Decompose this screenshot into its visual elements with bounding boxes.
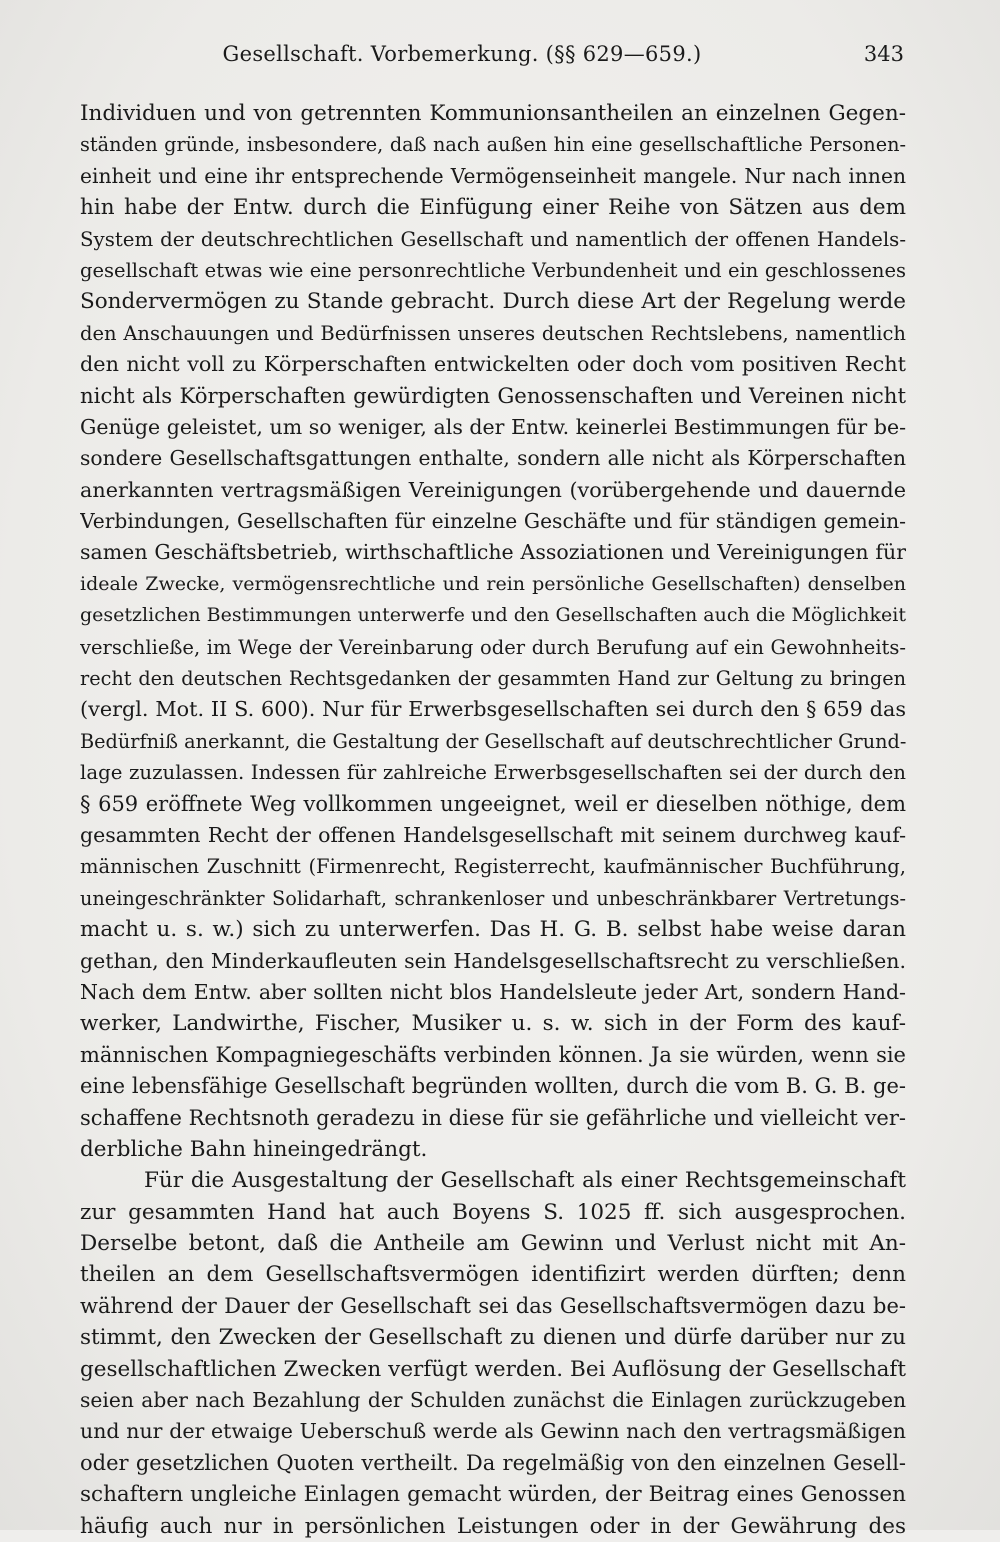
text-line: gesellschaft etwas wie eine personrechtliche Verbundenheit und ein geschlossenes — [80, 258, 906, 282]
text-line: eine lebensfähige Gesellschaft begründen wollten, durch die vom B. G. B. ge- — [80, 1074, 906, 1099]
text-line: (vergl. Mot. II S. 600). Nur für Erwerbsgesellschaften sei durch den § 659 das — [80, 697, 906, 722]
text-line: stimmt, den Zwecken der Gesellschaft zu dienen und dürfe darüber nur zu — [80, 1325, 906, 1351]
text-line: § 659 eröffnete Weg vollkommen ungeeignet, weil er dieselben nöthige, dem — [80, 791, 906, 816]
text-line: lage zuzulassen. Indessen für zahlreiche Erwerbsgesellschaften sei der durch den — [80, 761, 906, 785]
text-line: Genüge geleistet, um so weniger, als der Entw. keinerlei Bestimmungen für be- — [80, 414, 906, 439]
text-line: ständen gründe, insbesondere, daß nach außen hin eine gesellschaftliche Personen- — [80, 133, 906, 157]
text-line: häufig auch nur in persönlichen Leistungen oder in der Gewährung des — [80, 1513, 906, 1539]
text-line: Für die Ausgestaltung der Gesellschaft als einer Rechtsgemeinschaft — [144, 1168, 906, 1194]
text-line: ideale Zwecke, vermögensrechtliche und rein persönliche Gesellschaften) denselben — [80, 572, 906, 595]
text-line: derbliche Bahn hineingedrängt. — [80, 1136, 428, 1162]
text-line: gesellschaftlichen Zwecken verfügt werden. Bei Auflösung der Gesellschaft — [80, 1356, 906, 1382]
text-line: Bedürfniß anerkannt, die Gestaltung der Gesellschaft auf deutschrechtlicher Grund- — [80, 729, 906, 753]
text-line: Nach dem Entw. aber sollten nicht blos Handelsleute jeder Art, sondern Hand- — [80, 979, 906, 1004]
text-line: während der Dauer der Gesellschaft sei das Gesellschaftsvermögen dazu be- — [80, 1293, 906, 1318]
running-header — [80, 36, 904, 72]
text-line: samen Geschäftsbetrieb, wirthschaftliche Assoziationen und Vereinigungen für — [80, 540, 906, 565]
text-line: anerkannten vertragsmäßigen Vereinigungen (vorübergehende und dauernde — [80, 477, 906, 502]
text-line: Derselbe betont, daß die Antheile am Gewinn und Verlust nicht mit An- — [80, 1231, 906, 1257]
text-line: theilen an dem Gesellschaftsvermögen identifizirt werden dürften; denn — [80, 1262, 906, 1288]
text-line: recht den deutschen Rechtsgedanken der gesammten Hand zur Geltung zu bringen — [80, 667, 906, 691]
text-line: System der deutschrechtlichen Gesellschaft und namentlich der offenen Handels- — [80, 227, 906, 251]
text-line: uneingeschränkter Solidarhaft, schrankenloser und unbeschränkbarer Vertretungs- — [80, 886, 906, 910]
text-line: nicht als Körperschaften gewürdigten Genossenschaften und Vereinen nicht — [80, 383, 906, 409]
text-line: gesammten Recht der offenen Handelsgesellschaft mit seinem durchweg kauf- — [80, 822, 906, 847]
text-line: gethan, den Minderkaufleuten sein Handelsgesellschaftsrecht zu verschließen. — [80, 948, 906, 973]
text-line: Verbindungen, Gesellschaften für einzelne Geschäfte und für ständigen gemein- — [80, 509, 906, 534]
text-line: den Anschauungen und Bedürfnissen unseres deutschen Rechtslebens, namentlich — [80, 321, 906, 345]
text-line: oder gesetzlichen Quoten vertheilt. Da regelmäßig von den einzelnen Gesell- — [80, 1450, 906, 1475]
text-line: werker, Landwirthe, Fischer, Musiker u. s. w. sich in der Form des kauf- — [80, 1011, 906, 1037]
text-line: gesetzlichen Bestimmungen unterwerfe und den Gesellschaften auch die Möglichkeit — [80, 604, 906, 627]
text-line: verschließe, im Wege der Vereinbarung oder durch Berufung auf ein Gewohnheits- — [80, 635, 906, 659]
text-line: sondere Gesellschaftsgattungen enthalte, sondern alle nicht als Körperschaften — [80, 446, 906, 471]
text-line: und nur der etwaige Ueberschuß werde als Gewinn nach den vertragsmäßigen — [80, 1419, 906, 1444]
body-text — [80, 98, 906, 1542]
running-title: Gesellschaft. Vorbemerkung. (§§ 629—659.) — [222, 42, 702, 66]
text-line: schaffene Rechtsnoth geradezu in diese für sie gefährliche und vielleicht ver- — [80, 1105, 906, 1130]
page-number: 343 — [863, 42, 904, 66]
text-line: einheit und eine ihr entsprechende Vermögenseinheit mangele. Nur nach innen — [80, 163, 906, 188]
text-line: Individuen und von getrennten Kommunionsantheilen an einzelnen Gegen- — [80, 101, 906, 126]
text-line: zur gesammten Hand hat auch Boyens S. 1025 ff. sich ausgesprochen. — [80, 1199, 906, 1225]
text-line: seien aber nach Bezahlung der Schulden zunächst die Einlagen zurückzugeben — [80, 1388, 906, 1413]
text-line: schaftern ungleiche Einlagen gemacht würden, der Beitrag eines Genossen — [80, 1482, 906, 1508]
text-line: Sondervermögen zu Stande gebracht. Durch diese Art der Regelung werde — [80, 289, 906, 315]
text-line: macht u. s. w.) sich zu unterwerfen. Das H. G. B. selbst habe weise daran — [80, 917, 906, 943]
text-line: den nicht voll zu Körperschaften entwickelten oder doch vom positiven Recht — [80, 352, 906, 377]
text-line: männischen Zuschnitt (Firmenrecht, Registerrecht, kaufmännischer Buchführung, — [80, 855, 906, 879]
text-line: hin habe der Entw. durch die Einfügung einer Reihe von Sätzen aus dem — [80, 195, 906, 221]
text-line: männischen Kompagniegeschäfts verbinden können. Ja sie würden, wenn sie — [80, 1042, 906, 1067]
